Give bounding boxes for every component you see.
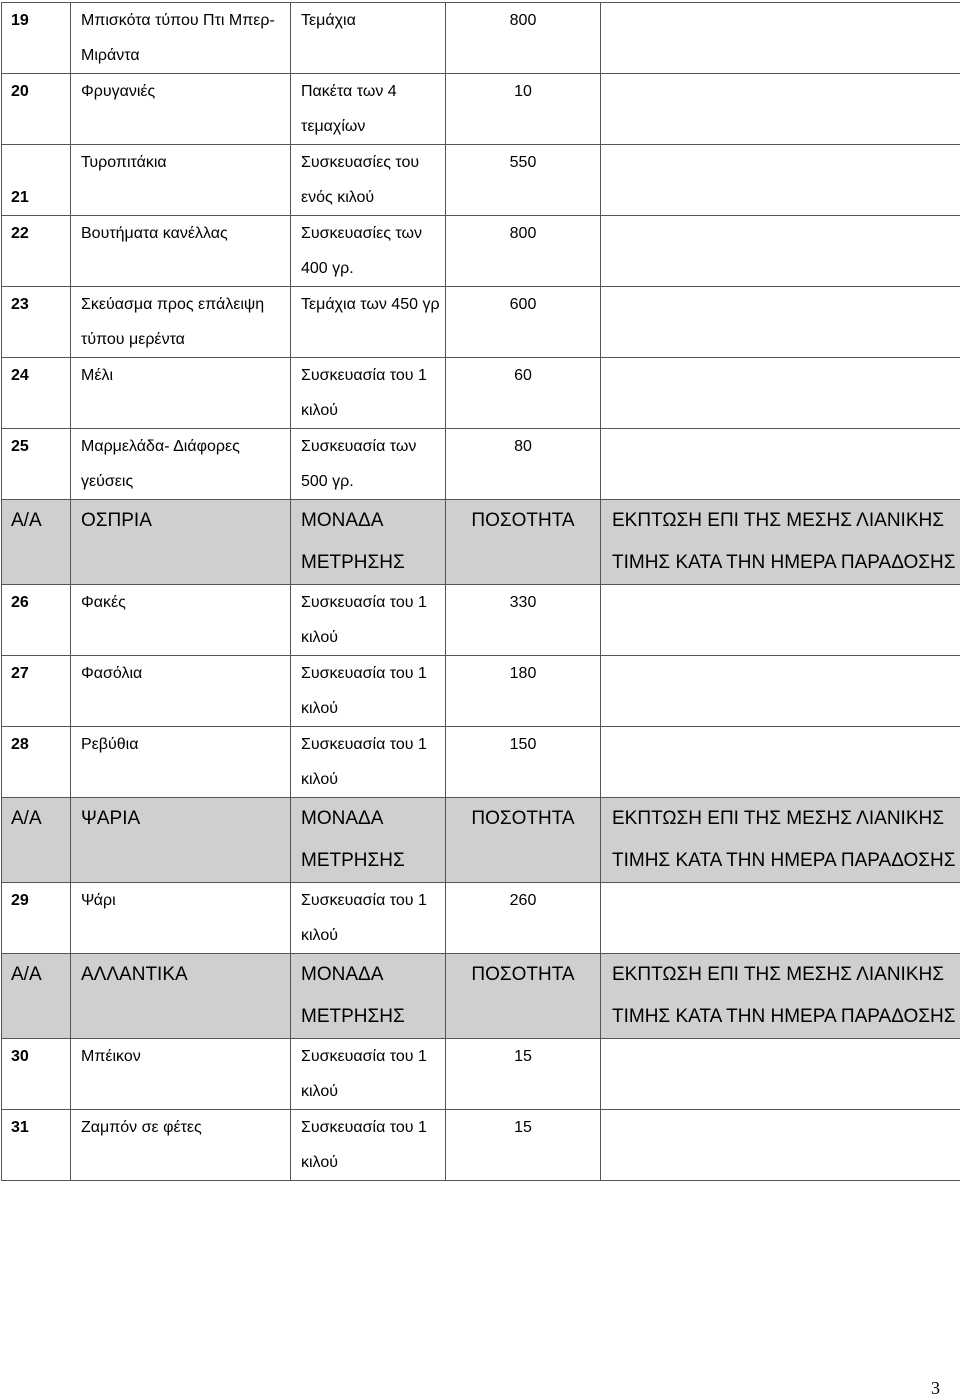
quantity: 15 xyxy=(446,1110,601,1181)
header-no: Α/Α xyxy=(2,954,71,1039)
discount-cell xyxy=(601,1039,960,1110)
discount-cell xyxy=(601,1110,960,1181)
header-no: Α/Α xyxy=(2,500,71,585)
header-unit: ΜΟΝΑΔΑ ΜΕΤΡΗΣΗΣ xyxy=(291,798,446,883)
table-row xyxy=(2,145,960,216)
quantity: 15 xyxy=(446,1039,601,1110)
table-row xyxy=(2,883,960,954)
row-number: 23 xyxy=(2,287,71,358)
row-number: 25 xyxy=(2,429,71,500)
header-no: Α/Α xyxy=(2,798,71,883)
discount-cell xyxy=(601,727,960,798)
table-row xyxy=(2,585,960,656)
unit-of-measure: Τεμάχια xyxy=(291,3,446,74)
unit-of-measure: Συσκευασίες του ενός κιλού xyxy=(291,145,446,216)
section-header xyxy=(2,798,960,883)
discount-cell xyxy=(601,656,960,727)
page-number: 3 xyxy=(931,1378,940,1398)
header-quantity: ΠΟΣΟΤΗΤΑ xyxy=(446,954,601,1039)
product-name: Φασόλια xyxy=(71,656,291,727)
unit-of-measure: Συσκευασία του 1 κιλού xyxy=(291,585,446,656)
table-row xyxy=(2,1110,960,1181)
row-number: 28 xyxy=(2,727,71,798)
row-number: 26 xyxy=(2,585,71,656)
category-title: ΟΣΠΡΙΑ xyxy=(71,500,291,585)
discount-cell xyxy=(601,74,960,145)
unit-of-measure: Συσκευασία του 1 κιλού xyxy=(291,358,446,429)
table-row xyxy=(2,358,960,429)
unit-of-measure: Συσκευασία του 1 κιλού xyxy=(291,656,446,727)
quantity: 60 xyxy=(446,358,601,429)
quantity: 330 xyxy=(446,585,601,656)
discount-cell xyxy=(601,145,960,216)
quantity: 800 xyxy=(446,3,601,74)
header-discount: ΕΚΠΤΩΣΗ ΕΠΙ ΤΗΣ ΜΕΣΗΣ ΛΙΑΝΙΚΗΣ ΤΙΜΗΣ ΚΑΤΑ ΤΗΝ ΗΜΕΡΑ ΠΑΡΑΔΟΣΗΣ xyxy=(601,500,960,585)
header-unit: ΜΟΝΑΔΑ ΜΕΤΡΗΣΗΣ xyxy=(291,954,446,1039)
product-name: Ρεβύθια xyxy=(71,727,291,798)
discount-cell xyxy=(601,287,960,358)
row-number: 19 xyxy=(2,3,71,74)
header-discount: ΕΚΠΤΩΣΗ ΕΠΙ ΤΗΣ ΜΕΣΗΣ ΛΙΑΝΙΚΗΣ ΤΙΜΗΣ ΚΑΤΑ ΤΗΝ ΗΜΕΡΑ ΠΑΡΑΔΟΣΗΣ xyxy=(601,798,960,883)
product-name: Βουτήματα κανέλλας xyxy=(71,216,291,287)
discount-cell xyxy=(601,216,960,287)
unit-of-measure: Τεμάχια των 450 γρ xyxy=(291,287,446,358)
section-header xyxy=(2,500,960,585)
unit-of-measure: Συσκευασία του 1 κιλού xyxy=(291,1110,446,1181)
category-title: ΨΑΡΙΑ xyxy=(71,798,291,883)
quantity: 800 xyxy=(446,216,601,287)
quantity: 150 xyxy=(446,727,601,798)
quantity: 10 xyxy=(446,74,601,145)
table-row xyxy=(2,429,960,500)
row-number: 31 xyxy=(2,1110,71,1181)
table-row xyxy=(2,74,960,145)
quantity: 260 xyxy=(446,883,601,954)
product-name: Μέλι xyxy=(71,358,291,429)
row-number: 21 xyxy=(2,145,71,216)
products-table xyxy=(1,2,960,1181)
table-row xyxy=(2,287,960,358)
unit-of-measure: Πακέτα των 4 τεμαχίων xyxy=(291,74,446,145)
table-row xyxy=(2,727,960,798)
header-quantity: ΠΟΣΟΤΗΤΑ xyxy=(446,798,601,883)
category-title: ΑΛΛΑΝΤΙΚΑ xyxy=(71,954,291,1039)
discount-cell xyxy=(601,883,960,954)
row-number: 27 xyxy=(2,656,71,727)
product-name: Φακές xyxy=(71,585,291,656)
product-name: Φρυγανιές xyxy=(71,74,291,145)
quantity: 180 xyxy=(446,656,601,727)
row-number: 20 xyxy=(2,74,71,145)
product-name: Μαρμελάδα- Διάφορες γεύσεις xyxy=(71,429,291,500)
row-number: 30 xyxy=(2,1039,71,1110)
table-row xyxy=(2,216,960,287)
product-name: Μπέικον xyxy=(71,1039,291,1110)
table-row xyxy=(2,3,960,74)
table-row xyxy=(2,656,960,727)
row-number: 29 xyxy=(2,883,71,954)
quantity: 80 xyxy=(446,429,601,500)
discount-cell xyxy=(601,429,960,500)
product-name: Σκεύασμα προς επάλειψη τύπου μερέντα xyxy=(71,287,291,358)
unit-of-measure: Συσκευασία του 1 κιλού xyxy=(291,1039,446,1110)
product-name: Ζαμπόν σε φέτες xyxy=(71,1110,291,1181)
product-name: Τυροπιτάκια xyxy=(71,145,291,216)
product-name: Ψάρι xyxy=(71,883,291,954)
header-quantity: ΠΟΣΟΤΗΤΑ xyxy=(446,500,601,585)
unit-of-measure: Συσκευασία των 500 γρ. xyxy=(291,429,446,500)
product-name: Μπισκότα τύπου Πτι Μπερ- Μιράντα xyxy=(71,3,291,74)
discount-cell xyxy=(601,358,960,429)
row-number: 24 xyxy=(2,358,71,429)
header-unit: ΜΟΝΑΔΑ ΜΕΤΡΗΣΗΣ xyxy=(291,500,446,585)
row-number: 22 xyxy=(2,216,71,287)
header-discount: ΕΚΠΤΩΣΗ ΕΠΙ ΤΗΣ ΜΕΣΗΣ ΛΙΑΝΙΚΗΣ ΤΙΜΗΣ ΚΑΤΑ ΤΗΝ ΗΜΕΡΑ ΠΑΡΑΔΟΣΗΣ xyxy=(601,954,960,1039)
unit-of-measure: Συσκευασίες των 400 γρ. xyxy=(291,216,446,287)
unit-of-measure: Συσκευασία του 1 κιλού xyxy=(291,883,446,954)
unit-of-measure: Συσκευασία του 1 κιλού xyxy=(291,727,446,798)
discount-cell xyxy=(601,3,960,74)
quantity: 600 xyxy=(446,287,601,358)
table-row xyxy=(2,1039,960,1110)
section-header xyxy=(2,954,960,1039)
quantity: 550 xyxy=(446,145,601,216)
discount-cell xyxy=(601,585,960,656)
